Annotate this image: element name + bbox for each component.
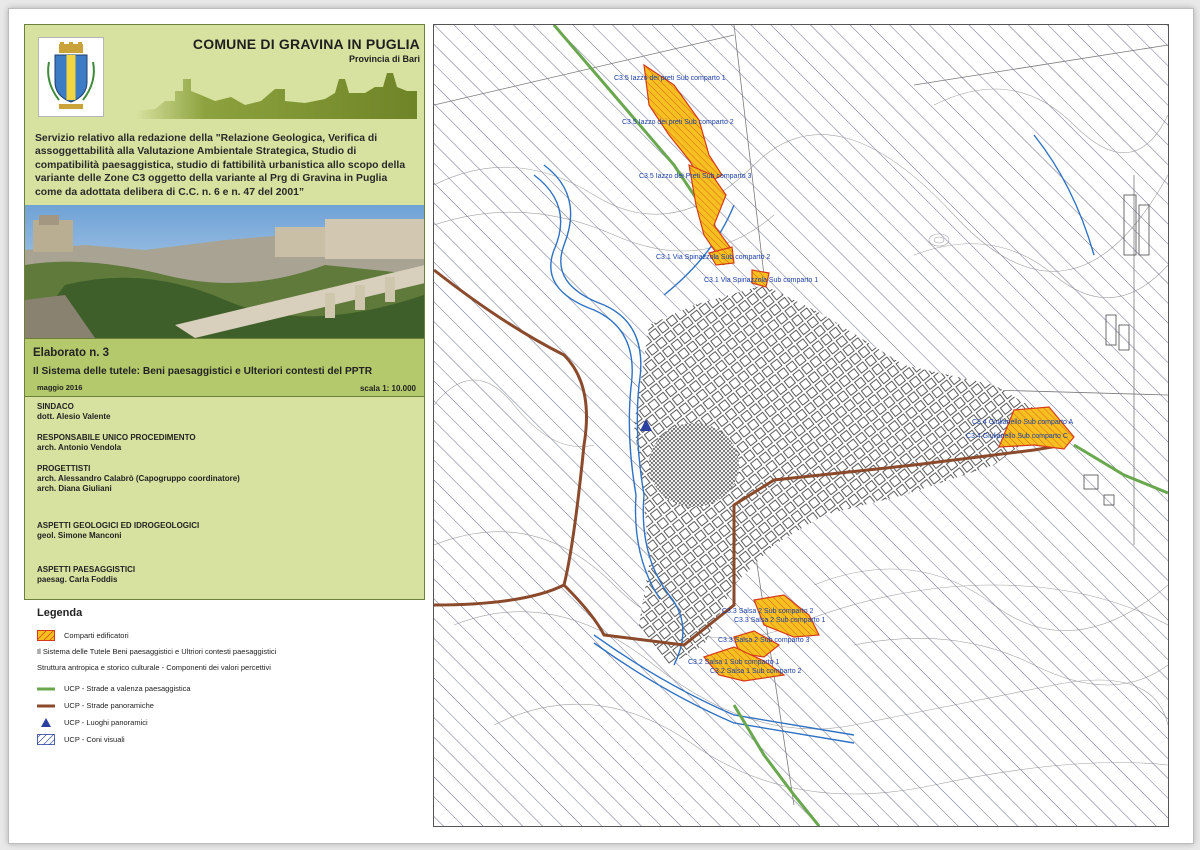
hatch-box-icon <box>37 734 55 745</box>
zone-label: C3.3 Salsa 2 Sub comparto 3 <box>718 637 810 644</box>
credit-role: SINDACO <box>37 402 74 411</box>
zone-label: C3.5 Iazzo dei preti Sub comparto 1 <box>614 75 726 82</box>
credit-name: dott. Alesio Valente <box>37 412 111 421</box>
legend-item <box>37 630 129 641</box>
credit-role: ASPETTI PAESAGGISTICI <box>37 565 136 574</box>
legend-item <box>37 663 271 672</box>
drawing-date: maggio 2016 <box>37 383 83 392</box>
legend-item <box>37 683 191 694</box>
zone-label: C3.1 Via Spinazzola Sub comparto 1 <box>704 277 819 284</box>
credit-role: ASPETTI GEOLOGICI ED IDROGEOLOGICI <box>37 521 200 530</box>
title-block <box>24 24 425 600</box>
municipality-title: COMUNE DI GRAVINA IN PUGLIA <box>192 36 420 52</box>
credit-name: arch. Alessandro Calabrò (Capogruppo coordinatore) <box>37 474 240 483</box>
coat-of-arms-logo <box>38 37 104 117</box>
legend-label: UCP - Coni visuali <box>64 735 125 744</box>
credit-group <box>37 464 240 494</box>
credit-name: geol. Simone Manconi <box>37 531 122 540</box>
legend-label: UCP - Strade panoramiche <box>64 701 154 710</box>
drawing-scale: scala 1: 10.000 <box>359 384 416 393</box>
legend-label: UCP - Strade a valenza paesaggistica <box>64 684 191 693</box>
credit-name: arch. Antonio Vendola <box>37 443 122 452</box>
zone-label: C3.5 Iazzo dei preti Sub comparto 2 <box>622 119 734 126</box>
credit-group <box>37 402 111 422</box>
triangle-icon <box>37 717 55 728</box>
zone-swatch-icon <box>37 630 55 641</box>
credit-name: arch. Diana Giuliani <box>37 484 112 493</box>
legend-item <box>37 647 276 656</box>
legend-label: Il Sistema delle Tutele Beni paesaggistici e Ultriori contesti paesaggistici <box>37 647 277 656</box>
brown-line-icon <box>37 700 55 711</box>
legend-label: Comparti edificatori <box>64 631 129 640</box>
legend-item <box>37 700 154 711</box>
legend-item <box>37 734 125 745</box>
credit-role: PROGETTISTI <box>37 464 91 473</box>
map-frame[interactable] <box>433 24 1169 827</box>
zone-label: C3.4 Giulianello Sub comparto A <box>972 419 1074 426</box>
town-skyline-silhouette <box>135 71 417 119</box>
legend-item <box>37 717 148 728</box>
zone-label: C3.2 Salsa 1 Sub comparto 2 <box>710 668 802 675</box>
province-subtitle: Provincia di Bari <box>348 54 420 64</box>
credit-group <box>37 521 199 541</box>
legend-label: UCP - Luoghi panoramici <box>64 718 148 727</box>
zone-label: C3.1 Via Spinazzola Sub comparto 2 <box>656 254 771 261</box>
credit-group <box>37 433 196 453</box>
credit-name: paesag. Carla Foddis <box>37 575 118 584</box>
legend-title: Legenda <box>37 607 83 619</box>
zone-label: C3.3 Salsa 2 Sub comparto 2 <box>722 608 814 615</box>
drawing-title: Il Sistema delle tutele: Beni paesaggistici e Ulteriori contesti del PPTR <box>33 366 373 377</box>
green-line-icon <box>37 683 55 694</box>
landscape-photo <box>25 205 424 338</box>
credit-group <box>37 565 135 585</box>
zone-label: C3.3 Salsa 2 Sub comparto 1 <box>734 617 826 624</box>
project-description: Servizio relativo alla redazione della "Relazione Geologica, Verifica di assoggettabilità alla Valutazione Ambientale Strategica, Studio di compatibilità paesaggistica, studio di fattibilità urbanistica allo scopo della variante delle Zone C3 oggetto della variante al Prg di Gravina in Puglia come da adottata delibera di C.C. n. 6 e n. 47 del 2001” <box>35 133 406 198</box>
legend-label: Struttura antropica e storico culturale - Componenti dei valori percettivi <box>37 663 271 672</box>
zone-label: C3.5 Iazzo dei Preti Sub comparto 3 <box>639 173 752 180</box>
zone-label: C3.4 Giulianello Sub comparto C <box>966 433 1068 440</box>
zone-label: C3.2 Salsa 1 Sub comparto 1 <box>688 659 780 666</box>
drawing-info-band <box>25 338 424 397</box>
credit-role: RESPONSABILE UNICO PROCEDIMENTO <box>37 433 196 442</box>
drawing-number: Elaborato n. 3 <box>33 347 110 359</box>
legend <box>24 603 423 825</box>
